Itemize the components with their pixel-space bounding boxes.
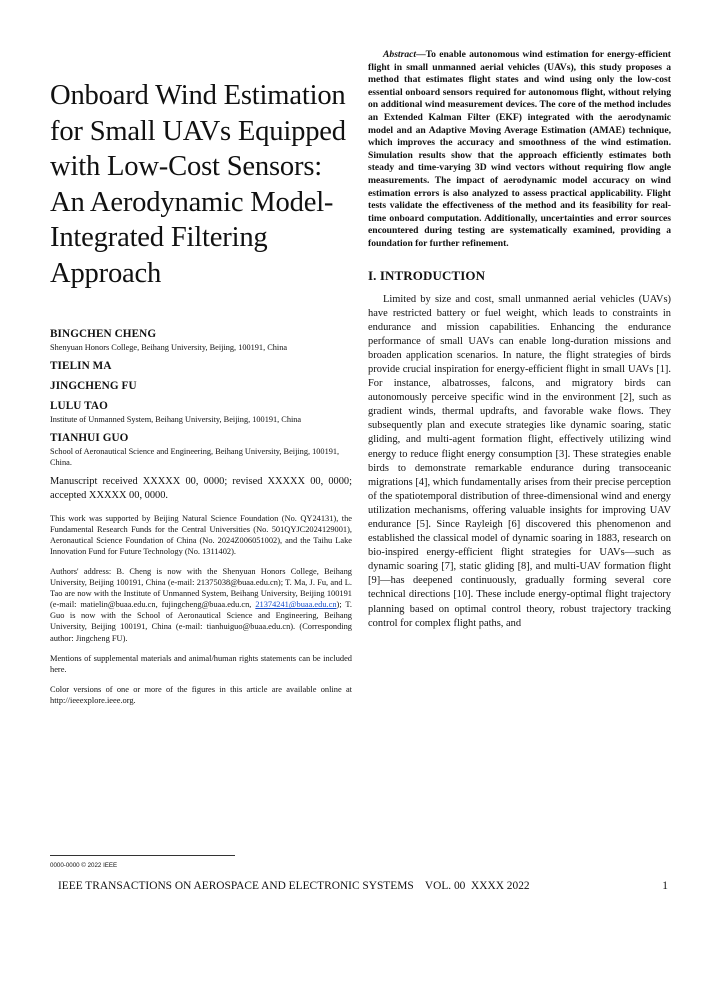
left-column — [50, 78, 352, 715]
author-name: BINGCHEN CHENG — [50, 327, 157, 340]
section-heading: I. INTRODUCTION — [368, 267, 486, 283]
address-text-end: ); T. Guo is now with the School of Aeronautical Science and Engineering, Beihang University, Beijing 100191, China (e-mail: tianhuiguo@buaa.edu.cn). (Corresponding author: Jingcheng FU). — [50, 600, 352, 643]
right-column — [368, 49, 671, 631]
author-affiliation: Institute of Unmanned System, Beihang University, Beijing, 100191, China — [50, 414, 302, 424]
author-name: JINGCHENG FU — [50, 379, 137, 392]
intro-paragraph: Limited by size and cost, small unmanned aerial vehicles (UAVs) have restricted battery or fuel weight, which leads to constraints in endurance and mission capabilities. Enhancing the endurance performance of small UAVs can enable long-duration missions and broaden application scenarios. In nature, the flight strategies of birds provide crucial inspiration for energy-efficient flight in small UAVs [1]. For instance, albatrosses, falcons, and migratory birds can autonomously perceive specific wind in the environment [2], such as gradient winds, thermal updrafts, and favorable wake flows. They subsequently plan and execute strategies like dynamic soaring, static gliding, and multi-agent formation flight, effectively utilizing wind energy to reduce flight energy consumption [3]. These strategies enable birds to demonstrate remarkable endurance during transoceanic migrations [4], which fundamentally arises from their precise perception of the spatiotemporal distribution of three-dimensional wind and energy utilization mechanisms, offering valuable insights for improving UAV endurance [5]. Since Rayleigh [6] discovered this phenomenon and established the classical model of dynamic soaring in 1883, research on bio-inspired energy-efficient flight strategies for UAVs—such as dynamic soaring [7], static gliding [8], and multi-UAV formation flight [9]—has deepened continuously, gradually forming several core technical directions [10]. These include energy-optimal flight trajectory planning based on optimal control theory, robust trajectory tracking control for complex flight paths, and — [368, 293, 671, 629]
address-text: Authors' address: B. Cheng is now with the Shenyuan Honors College, Beihang University, Beijing 100191, China (e-mail: 21375038@buaa.edu.cn); T. Ma, J. Fu, and L. Tao are now with the Institute of Unmanned System, Beihang University, Beijing 100191 (e-mail: matielin@buaa.edu.cn, fujingcheng@buaa.edu.cn, — [50, 566, 352, 610]
abstract — [368, 49, 671, 251]
abstract-text: —To enable autonomous wind estimation for energy-efficient flight in small unmanned aerial vehicles (UAVs), this study proposes a method that estimates flight states and wind using only the low-cost essential onboard sensors required for autonomous flight, without relying on additional wind measurement devices. The core of the method includes an Extended Kalman Filter (EKF) integrated with the aerodynamic model and an Adaptive Moving Average Estimation (AMAE) technique, which improves the accuracy and smoothness of the wind estimation. Simulation results show that the approach efficiently estimates both steady and time-varying 3D wind vectors without requiring flow angle measurements. The impact of aerodynamic model accuracy on wind estimation errors is also analyzed to assess practical applicability. Flight tests validate the effectiveness of the method and its feasibility for real-time onboard computation. Additionally, uncertainties and error sources encountered during testing are systematically examined, providing a foundation for further refinement. — [368, 49, 671, 249]
manuscript-dates: Manuscript received XXXXX 00, 0000; revised XXXXX 00, 0000; accepted XXXXX 00, 0000. — [50, 475, 352, 501]
author-block — [50, 432, 352, 468]
paper-title: Onboard Wind Estimation for Small UAVs Equipped with Low-Cost Sensors: An Aerodynamic Model-Integrated Filtering Approach — [50, 80, 346, 289]
author-affiliation: Shenyuan Honors College, Beihang University, Beijing, 100191, China — [50, 342, 288, 352]
footnote-rule — [50, 855, 235, 856]
author-name: LULU TAO — [50, 399, 108, 412]
email-link[interactable]: 21374241@buaa.edu.cn — [255, 600, 337, 610]
color-note: Color versions of one or more of the figures in this article are available online at http://ieeexplore.ieee.org. — [50, 684, 352, 705]
author-block — [50, 380, 352, 393]
author-block — [50, 360, 352, 373]
authors-address — [50, 566, 352, 644]
author-name: TIANHUI GUO — [50, 431, 129, 444]
copyright-line: 0000-0000 © 2022 IEEE — [50, 862, 118, 869]
author-block — [50, 328, 352, 353]
funding-note: This work was supported by Beijing Natural Science Foundation (No. QY24131), the Fundamental Research Funds for the Central Universities (No. 501QYJC2024129001), Aeronautical Science Foundation of China (No. 2024Z006051002), and the Taihu Lake Innovation Fund for Future Technology (No. 1311402). — [50, 513, 352, 556]
supplemental-note: Mentions of supplemental materials and animal/human rights statements can be included here. — [50, 653, 352, 674]
page-number: 1 — [662, 880, 668, 892]
author-affiliation: School of Aeronautical Science and Engineering, Beihang University, Beijing, 100191, China. — [50, 446, 340, 467]
journal-name: IEEE TRANSACTIONS ON AEROSPACE AND ELECTRONIC SYSTEMS VOL. 00 XXXX 2022 — [58, 880, 530, 892]
abstract-label: Abstract — [383, 49, 417, 60]
author-block — [50, 400, 352, 425]
author-name: TIELIN MA — [50, 359, 112, 372]
page-footer — [58, 880, 668, 892]
